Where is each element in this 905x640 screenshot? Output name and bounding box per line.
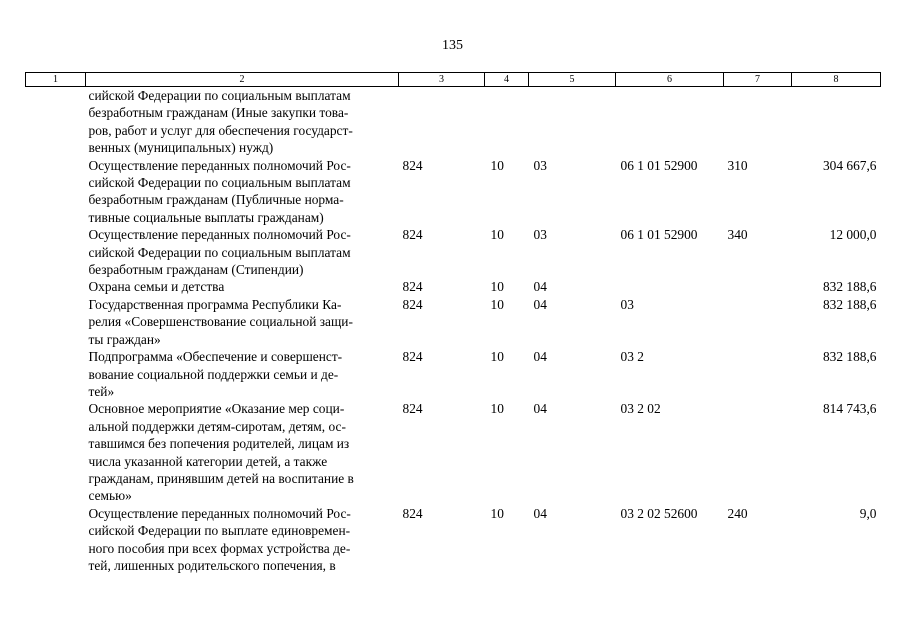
table-row bbox=[26, 157, 881, 227]
row-subsection bbox=[529, 87, 616, 157]
row-subsection: 03 bbox=[533, 157, 547, 173]
table-header bbox=[26, 73, 881, 87]
row-index-cell bbox=[26, 226, 86, 278]
row-name: Осуществление переданных полномочий Рос- сийской Федерации по социальным выплатам безработным гражданам (Стипендии) bbox=[88, 227, 351, 278]
row-index-cell bbox=[26, 505, 86, 575]
row-amount: 832 188,6 bbox=[822, 349, 877, 365]
row-subsection: 04 bbox=[533, 505, 547, 521]
row-subsection: 04 bbox=[533, 349, 547, 365]
row-index-cell bbox=[26, 278, 86, 295]
row-name: Основное мероприятие «Оказание мер соци- альной поддержки детям-сиротам, детям, ос- тавшимся без попечения родителей, лицам из числа указанной категории детей, а также гражданам, принявшим детей на воспитание в семью» bbox=[88, 401, 354, 504]
row-expense-type: 310 bbox=[727, 157, 748, 173]
row-section: 10 bbox=[490, 227, 504, 243]
row-ministry-code: 824 bbox=[402, 505, 423, 521]
row-expense-type: 240 bbox=[727, 505, 748, 521]
row-ministry-code bbox=[399, 87, 485, 157]
column-header-4: 4 bbox=[485, 73, 529, 87]
row-section bbox=[485, 87, 529, 157]
row-target-article: 03 2 02 bbox=[620, 401, 661, 417]
table-row bbox=[26, 296, 881, 348]
row-section: 10 bbox=[490, 279, 504, 295]
row-expense-type bbox=[724, 278, 792, 295]
row-name: сийской Федерации по социальным выплатам безработным гражданам (Иные закупки това- ров, работ и услуг для обеспечения государст- венных (муниципальных) нужд) bbox=[88, 88, 353, 156]
row-index-cell bbox=[26, 348, 86, 400]
row-section: 10 bbox=[490, 157, 504, 173]
row-section: 10 bbox=[490, 505, 504, 521]
row-ministry-code: 824 bbox=[402, 279, 423, 295]
row-name: Государственная программа Республики Ка- релия «Совершенствование социальной защи- ты граждан» bbox=[88, 296, 353, 347]
table-row bbox=[26, 278, 881, 295]
row-expense-type: 340 bbox=[727, 227, 748, 243]
row-section: 10 bbox=[490, 296, 504, 312]
table-row bbox=[26, 87, 881, 157]
column-header-7: 7 bbox=[724, 73, 792, 87]
column-header-2: 2 bbox=[86, 73, 399, 87]
row-name: Охрана семьи и детства bbox=[88, 279, 225, 295]
row-section: 10 bbox=[490, 349, 504, 365]
row-name: Осуществление переданных полномочий Рос- сийской Федерации по выплате единовремен- ного пособия при всех формах устройства де- тей, лишенных родительского попечения, в bbox=[88, 505, 351, 573]
column-header-8: 8 bbox=[792, 73, 881, 87]
row-amount: 12 000,0 bbox=[829, 227, 877, 243]
column-header-6: 6 bbox=[616, 73, 724, 87]
row-amount: 9,0 bbox=[859, 505, 877, 521]
row-target-article bbox=[616, 278, 724, 295]
row-expense-type bbox=[724, 348, 792, 400]
page-number: 135 bbox=[442, 38, 463, 53]
row-index-cell bbox=[26, 296, 86, 348]
row-expense-type bbox=[724, 296, 792, 348]
row-ministry-code: 824 bbox=[402, 296, 423, 312]
row-target-article: 03 bbox=[620, 296, 634, 312]
table-row bbox=[26, 400, 881, 504]
row-index-cell bbox=[26, 87, 86, 157]
row-amount bbox=[792, 87, 881, 157]
row-subsection: 04 bbox=[533, 296, 547, 312]
row-target-article bbox=[616, 87, 724, 157]
row-section: 10 bbox=[490, 401, 504, 417]
row-target-article: 06 1 01 52900 bbox=[620, 157, 698, 173]
row-subsection: 04 bbox=[533, 279, 547, 295]
row-name: Подпрограмма «Обеспечение и совершенст- вование социальной поддержки семьи и де- тей» bbox=[88, 349, 343, 399]
table-row bbox=[26, 226, 881, 278]
row-target-article: 03 2 bbox=[620, 349, 644, 365]
row-ministry-code: 824 bbox=[402, 401, 423, 417]
row-ministry-code: 824 bbox=[402, 157, 423, 173]
row-amount: 814 743,6 bbox=[822, 401, 877, 417]
row-subsection: 04 bbox=[533, 401, 547, 417]
row-name: Осуществление переданных полномочий Рос- сийской Федерации по социальным выплатам безработным гражданам (Публичные норма- тивные социальные выплаты гражданам) bbox=[88, 157, 351, 225]
column-header-5: 5 bbox=[529, 73, 616, 87]
row-index-cell bbox=[26, 400, 86, 504]
column-header-3: 3 bbox=[399, 73, 485, 87]
budget-table bbox=[25, 72, 881, 574]
row-index-cell bbox=[26, 157, 86, 227]
row-expense-type bbox=[724, 400, 792, 504]
row-target-article: 06 1 01 52900 bbox=[620, 227, 698, 243]
row-target-article: 03 2 02 52600 bbox=[620, 505, 698, 521]
row-amount: 304 667,6 bbox=[822, 157, 877, 173]
table-body bbox=[26, 87, 881, 575]
row-amount: 832 188,6 bbox=[822, 296, 877, 312]
table-row bbox=[26, 505, 881, 575]
row-subsection: 03 bbox=[533, 227, 547, 243]
row-amount: 832 188,6 bbox=[822, 279, 877, 295]
row-ministry-code: 824 bbox=[402, 227, 423, 243]
column-header-1: 1 bbox=[26, 73, 86, 87]
header-row bbox=[26, 73, 881, 87]
row-expense-type bbox=[724, 87, 792, 157]
row-ministry-code: 824 bbox=[402, 349, 423, 365]
table-row bbox=[26, 348, 881, 400]
